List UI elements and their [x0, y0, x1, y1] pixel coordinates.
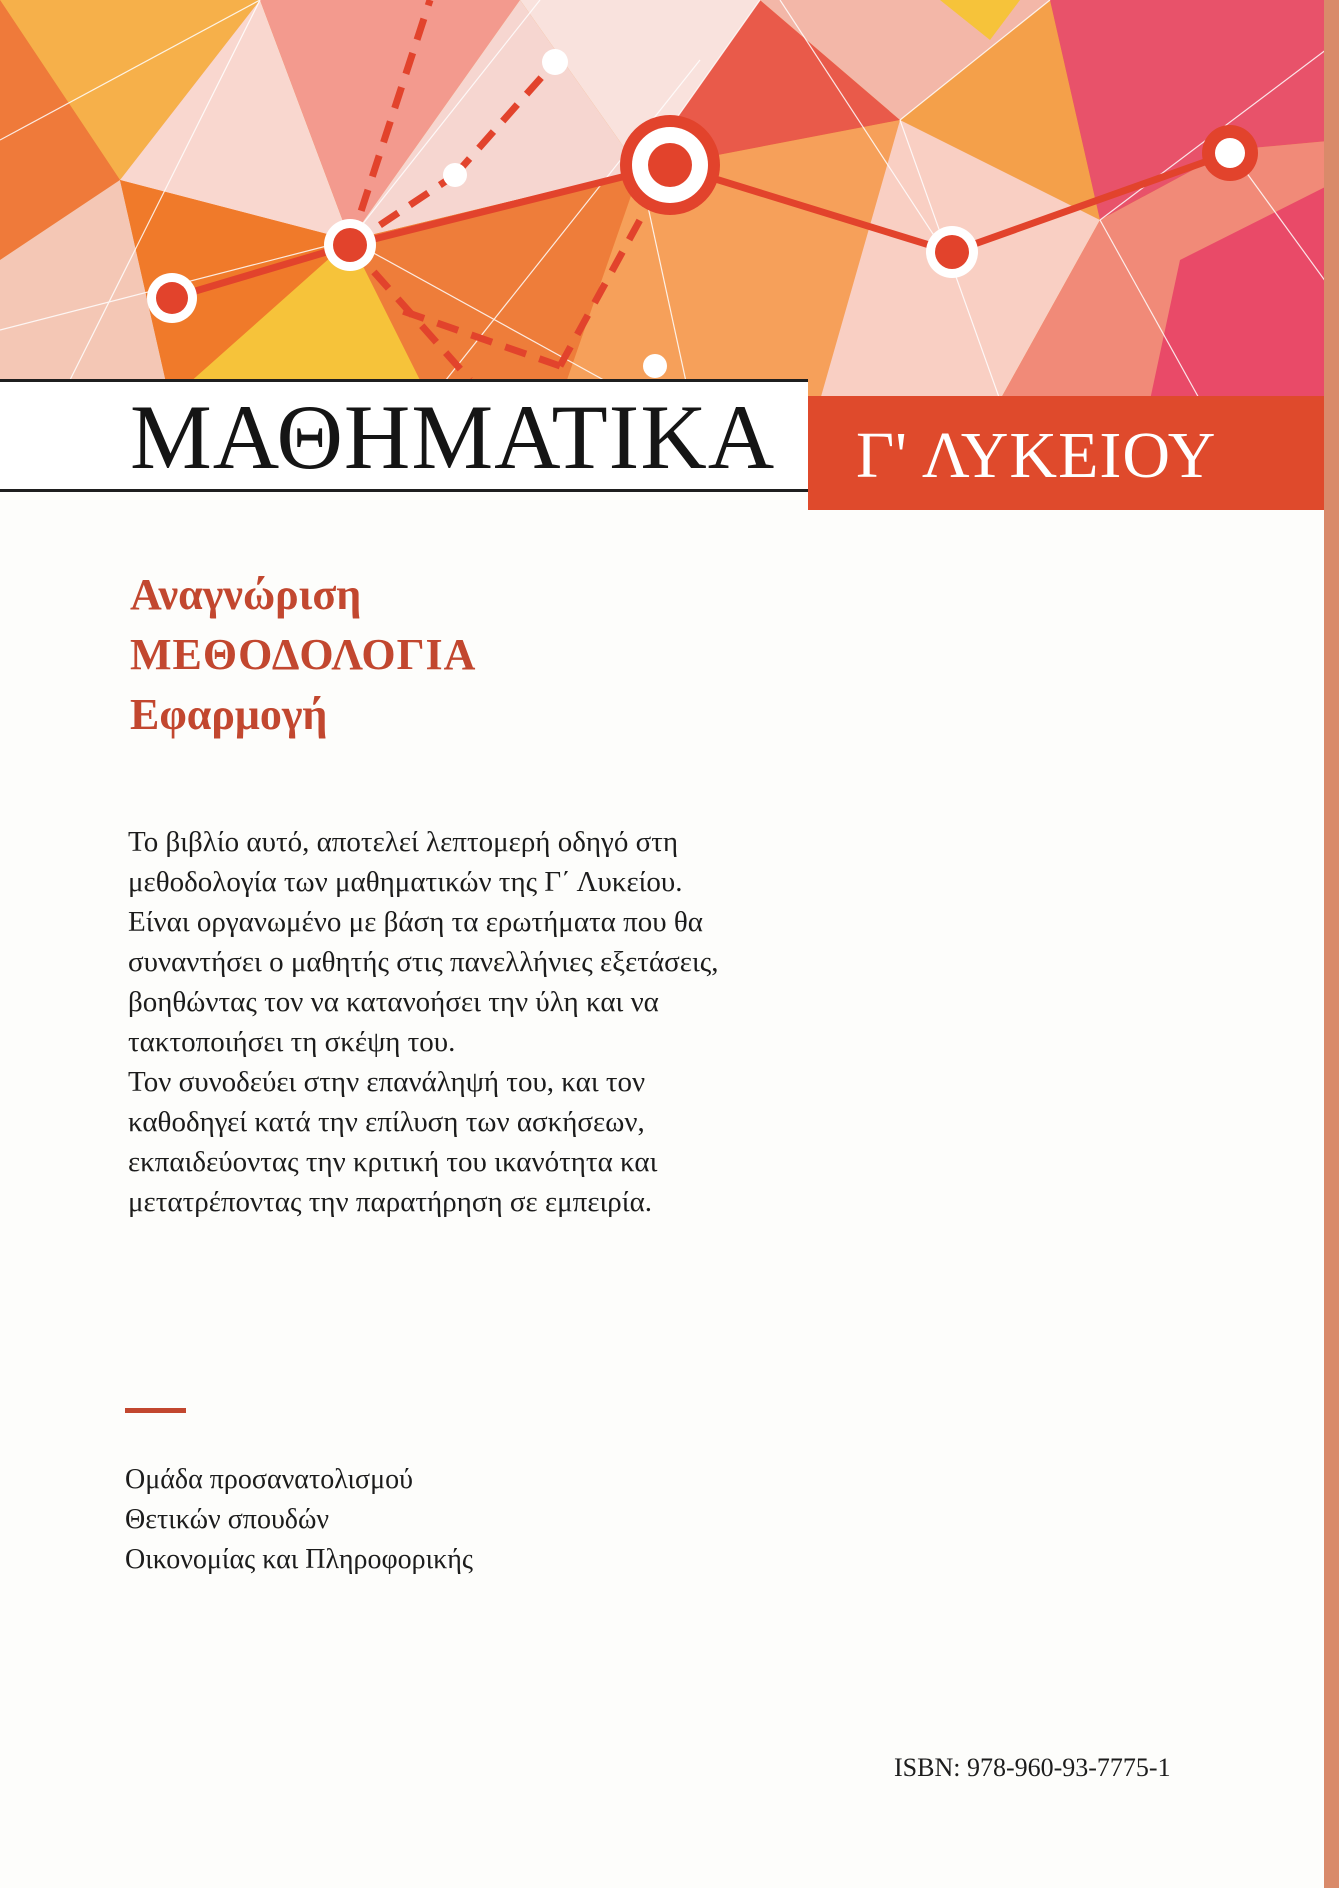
author-line: Ομάδα προσανατολισμού	[125, 1464, 413, 1495]
description-line: Το βιβλίο αυτό, αποτελεί λεπτομερή οδηγό στη	[128, 826, 679, 858]
tagline-methodology: ΜΕΘΟΔΟΛΟΓΙΑ	[130, 630, 477, 679]
book-description	[128, 822, 828, 1222]
accent-divider	[125, 1408, 186, 1413]
description-line: βοηθώντας τον να κατανοήσει την ύλη και να	[128, 986, 659, 1018]
author-line: Θετικών σπουδών	[125, 1504, 330, 1535]
description-line: Τον συνοδεύει στην επανάληψή του, και τον	[128, 1066, 646, 1098]
title-banner	[0, 379, 808, 492]
description-line: συναντήσει ο μαθητής στις πανελλήνιες εξετάσεις,	[128, 946, 719, 978]
author-line: Οικονομίας και Πληροφορικής	[125, 1544, 473, 1575]
description-line: μεθοδολογία των μαθηματικών της Γ΄ Λυκείου.	[128, 866, 683, 898]
geometric-network-banner	[0, 0, 1339, 400]
grade-label: Γ' ΛΥΚΕΙΟΥ	[856, 419, 1217, 492]
tagline-application: Εφαρμογή	[130, 690, 328, 739]
tagline-recognition: Αναγνώριση	[130, 570, 362, 619]
description-line: Είναι οργανωμένο με βάση τα ερωτήματα που θα	[128, 906, 703, 938]
isbn-number: ISBN: 978-960-93-7775-1	[894, 1753, 1171, 1782]
grade-banner	[808, 396, 1339, 510]
cover-edge	[1324, 0, 1339, 1888]
description-line: τακτοποιήσει τη σκέψη του.	[128, 1026, 456, 1058]
description-line: εκπαιδεύοντας την κριτική του ικανότητα και	[128, 1146, 658, 1178]
description-line: καθοδηγεί κατά την επίλυση των ασκήσεων,	[128, 1106, 645, 1138]
book-title: ΜΑΘΗΜΑΤΙΚΑ	[130, 386, 776, 488]
authors-block	[125, 1460, 473, 1580]
description-line: μετατρέποντας την παρατήρηση σε εμπειρία.	[128, 1186, 653, 1218]
